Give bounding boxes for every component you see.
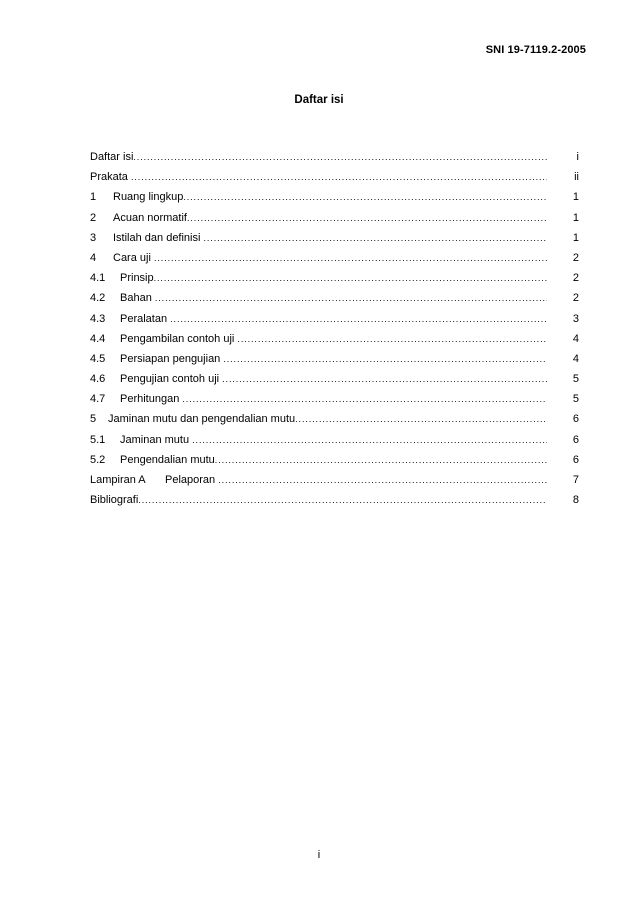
toc-label: Pengujian contoh uji: [120, 373, 223, 386]
page-title: Daftar isi: [294, 94, 344, 106]
toc-label: Perhitungan: [120, 393, 183, 406]
toc-leader: [204, 228, 548, 248]
toc-section-number: 4.6: [90, 373, 106, 386]
toc-page-number: 1: [572, 211, 579, 224]
toc-entry-pengujian-contoh-uji[interactable]: [90, 369, 579, 389]
toc-entry-jaminan-mutu-dan-pengendalian-mutu[interactable]: [90, 409, 579, 429]
toc-page-number: 2: [572, 292, 579, 305]
toc-label: Jaminan mutu: [120, 433, 193, 446]
toc-section-number: 4: [90, 251, 97, 264]
toc-page-number: 1: [572, 191, 579, 204]
toc-entry-pengambilan-contoh-uji[interactable]: [90, 329, 579, 349]
toc-label: Prakata: [90, 171, 131, 184]
toc-entry-prinsip[interactable]: [90, 268, 579, 288]
toc-section-number: 2: [90, 211, 97, 224]
toc-leader: [131, 167, 547, 187]
toc-leader: [155, 288, 547, 308]
toc-page-number: 5: [572, 373, 579, 386]
toc-label: Prinsip: [120, 272, 154, 285]
toc-page-number: 6: [572, 453, 579, 466]
toc-leader: [295, 409, 547, 429]
toc-section-number: 4.5: [90, 352, 106, 365]
toc-page-number: 6: [572, 413, 579, 426]
toc-leader: [237, 329, 547, 349]
toc-label: Ruang lingkup: [113, 191, 184, 204]
toc-leader: [182, 389, 547, 409]
toc-leader: [170, 309, 547, 329]
toc-page-number: 7: [572, 474, 579, 486]
toc-section-number: 5.2: [90, 453, 106, 466]
toc-leader: [138, 490, 547, 510]
toc-section-number: 1: [90, 191, 97, 204]
toc-entry-daftar-isi[interactable]: [90, 147, 579, 167]
toc-label: Peralatan: [120, 312, 171, 325]
toc-section-number: Lampiran A: [90, 474, 146, 486]
toc-label: Bibliografi: [90, 494, 139, 507]
toc-entry-cara-uji[interactable]: [90, 248, 579, 268]
toc-section-number: 3: [90, 231, 97, 244]
toc-leader: [192, 430, 547, 450]
toc-leader: [187, 208, 547, 228]
toc-page-number: 6: [572, 433, 579, 446]
toc-label: Pelaporan: [165, 474, 219, 486]
toc-section-number: 4.3: [90, 312, 106, 325]
toc-label: Istilah dan definisi: [113, 231, 204, 244]
toc-section-number: 4.7: [90, 393, 106, 406]
toc-label: Pengambilan contoh uji: [120, 332, 238, 345]
toc-page-number: 2: [572, 272, 579, 285]
toc-page-number: 1: [572, 231, 579, 244]
standard-code: SNI 19-7119.2-2005: [485, 44, 586, 56]
toc-entry-lampiran-a-pelaporan[interactable]: [90, 470, 579, 490]
toc-entry-acuan-normatif[interactable]: [90, 208, 579, 228]
toc-label: Acuan normatif: [113, 211, 187, 224]
toc-leader: [154, 268, 547, 288]
toc-leader: [154, 248, 547, 268]
toc-label: Jaminan mutu dan pengendalian mutu: [108, 413, 296, 426]
toc-section-number: 4.2: [90, 292, 106, 305]
toc-page-number: 2: [572, 251, 579, 264]
toc-entry-prakata[interactable]: [90, 167, 579, 187]
toc-leader: [218, 470, 547, 490]
toc-page-number: 5: [572, 393, 579, 406]
toc-section-number: 5.1: [90, 433, 106, 446]
toc-leader: [215, 450, 547, 470]
toc-leader: [183, 187, 547, 207]
toc-entry-jaminan-mutu[interactable]: [90, 430, 579, 450]
toc-section-number: 4.4: [90, 332, 106, 345]
toc-label: Bahan: [120, 292, 155, 305]
toc-page-number: i: [576, 151, 579, 163]
toc-entry-bahan[interactable]: [90, 288, 579, 308]
toc-leader: [133, 147, 547, 167]
toc-label: Cara uji: [113, 251, 154, 264]
footer-page-number: i: [317, 849, 321, 861]
toc-entry-istilah-dan-definisi[interactable]: [90, 228, 579, 248]
table-of-contents: [90, 147, 579, 510]
toc-section-number: 5: [90, 413, 97, 426]
toc-page-number: 4: [572, 352, 579, 365]
toc-leader: [222, 369, 547, 389]
toc-section-number: 4.1: [90, 272, 106, 285]
toc-entry-pengendalian-mutu[interactable]: [90, 450, 579, 470]
toc-label: Persiapan pengujian: [120, 352, 224, 365]
toc-leader: [223, 349, 547, 369]
toc-page-number: 3: [572, 312, 579, 325]
toc-label: Daftar isi: [90, 151, 134, 163]
toc-page-number: 4: [572, 332, 579, 345]
toc-entry-perhitungan[interactable]: [90, 389, 579, 409]
toc-entry-ruang-lingkup[interactable]: [90, 187, 579, 207]
toc-entry-persiapan-pengujian[interactable]: [90, 349, 579, 369]
toc-page-number: 8: [572, 494, 579, 507]
toc-page-number: ii: [574, 171, 579, 184]
toc-label: Pengendalian mutu: [120, 453, 215, 466]
toc-entry-bibliografi[interactable]: [90, 490, 579, 510]
toc-entry-peralatan[interactable]: [90, 309, 579, 329]
